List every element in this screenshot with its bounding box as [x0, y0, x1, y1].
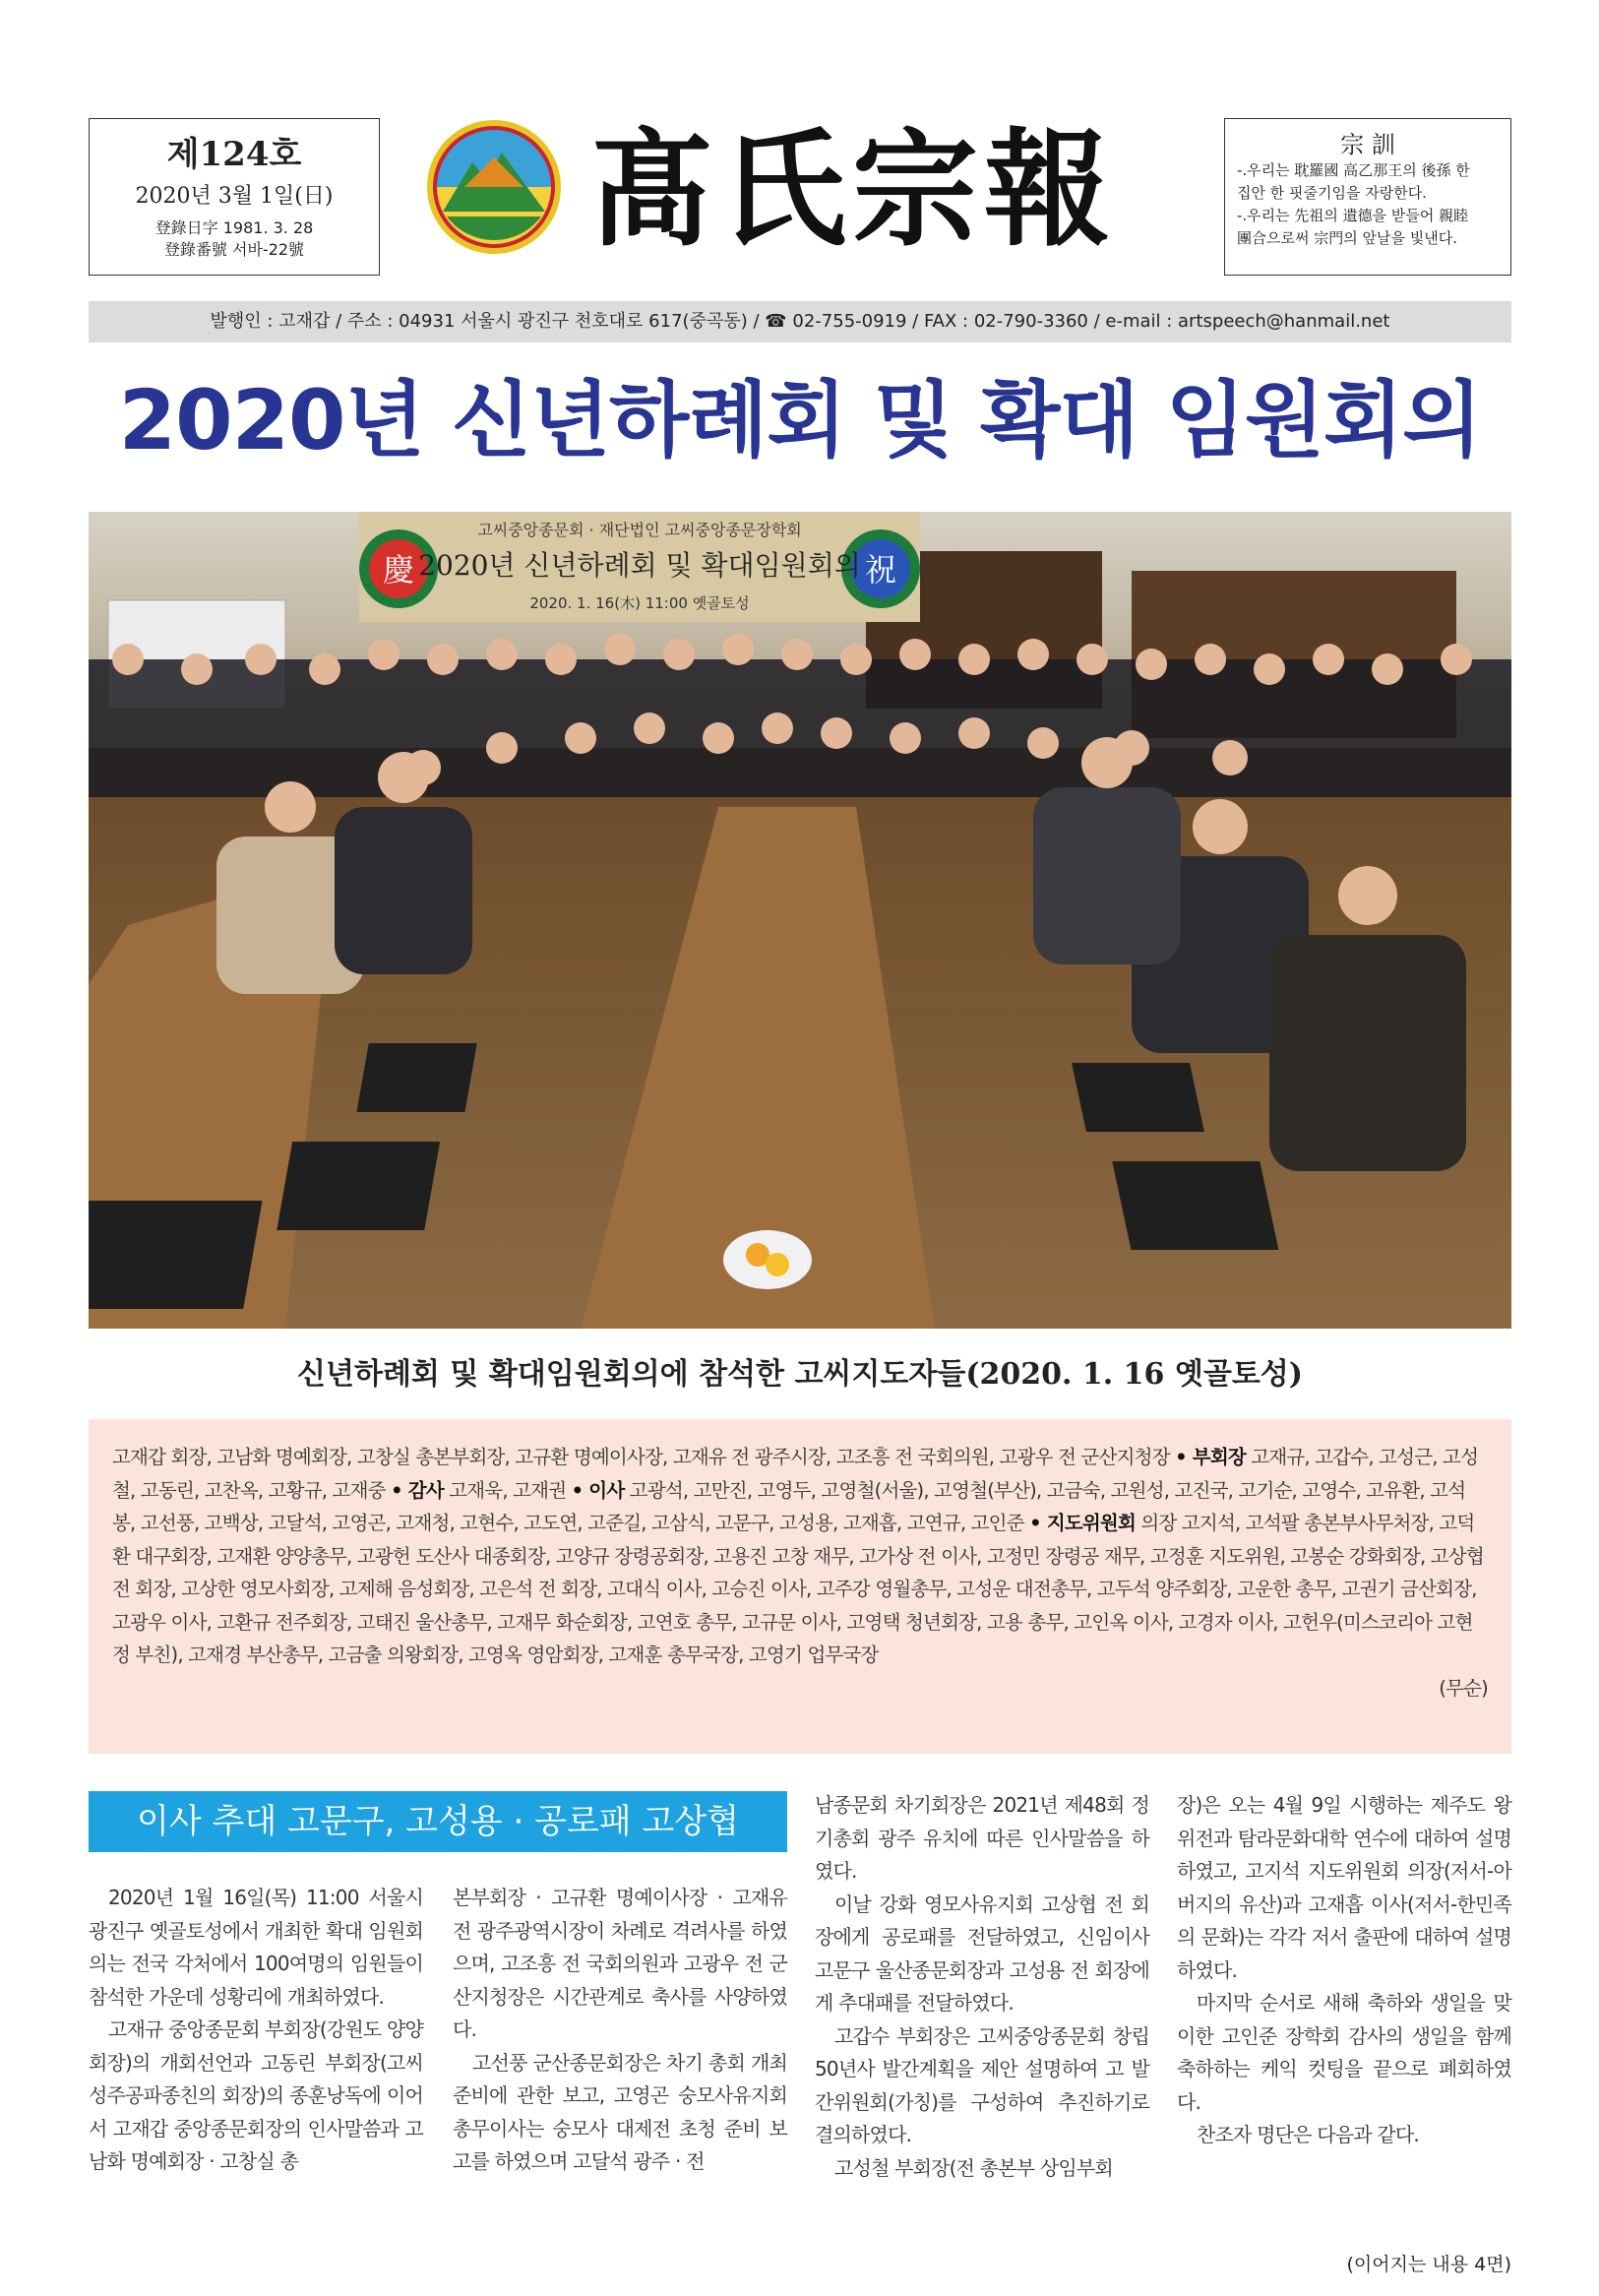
registration-number: 登錄番號 서바-22號	[163, 240, 305, 259]
attendee-order-note: (무순)	[1439, 1676, 1488, 1700]
label-guidance-committee: • 지도위원회	[1029, 1512, 1137, 1534]
registration-date: 登錄日字 1981. 3. 28	[154, 218, 314, 237]
photo-caption: 신년하례회 및 확대임원회의에 참석한 고씨지도자들(2020. 1. 16 옛골토성)	[297, 1357, 1303, 1392]
banner-left-char: 慶	[382, 551, 415, 589]
issue-info-box	[89, 118, 380, 276]
motto-line: -.우리는 耽羅國 高乙那王의 後孫 한	[1237, 161, 1470, 179]
article-column-3	[815, 1789, 1149, 2185]
article-column-2	[453, 1882, 787, 2179]
article-paragraph: 2020년 1월 16일(목) 11:00 서울시 광진구 옛골토성에서 개최한 확대 임원회의는 전국 각처에서 100여명의 임원들이 참석한 가운데 성황리에 개최하였다.	[89, 1886, 423, 2009]
headline: 2020년 신년하례회 및 확대 임원회의	[118, 372, 1482, 468]
article-paragraph: 고갑수 부회장은 고씨중앙종문회 창립 50년사 발간계획을 제안 설명하여 고 발간위원회(가칭)를 구성하여 추진하기로 결의하였다.	[815, 2023, 1149, 2146]
article-paragraph: 남종문회 차기회장은 2021년 제48회 정기총회 광주 유치에 따른 인사말씀을 하였다.	[815, 1793, 1149, 1883]
article-column-4	[1177, 1789, 1511, 2152]
article-paragraph: 찬조자 명단은 다음과 같다.	[1197, 2123, 1419, 2146]
vice-chair-list: 고재규, 고갑수, 고성근, 고성철, 고동린, 고찬옥, 고황규, 고재중	[112, 1446, 1479, 1502]
label-vice-chair: • 부회장	[1175, 1446, 1246, 1468]
publisher-info-bar: 발행인 : 고재갑 / 주소 : 04931 서울시 광진구 천호대로 617(중곡동) / ☎ 02-755-0919 / FAX : 02-790-3360 / e-mail : artspeech@hanmail.net	[89, 301, 1511, 342]
label-auditor: • 감사	[391, 1478, 444, 1502]
newspaper-title: 髙氏宗報	[588, 116, 1117, 264]
banner-line3: 2020. 1. 16(木) 11:00 옛골토성	[529, 594, 750, 612]
motto-line: 團合으로써 宗門의 앞날을 빛낸다.	[1237, 229, 1457, 247]
article-paragraph: 고선풍 군산종문회장은 차기 총회 개최 준비에 관한 보고, 고영곤 숭모사유지회 총무이사는 숭모사 대제전 초청 준비 보고를 하였으며 고달석 광주 · 전	[453, 2050, 787, 2173]
attendee-leaders: 고재갑 회장, 고남화 명예회장, 고창실 총본부회장, 고규환 명예이사장, 고재유 전 광주시장, 고조흥 전 국회의원, 고광우 전 군산지청장	[112, 1446, 1170, 1468]
label-director: • 이사	[571, 1478, 625, 1502]
article-paragraph: 이날 강화 영모사유지회 고상협 전 회장에게 공로패를 전달하였고, 신임이사 고문구 울산종문회장과 고성용 전 회장에게 추대패를 전달하였다.	[815, 1892, 1149, 2015]
clan-logo-icon	[425, 118, 563, 256]
group-photo	[89, 512, 1511, 1329]
article-subheading: 이사 추대 고문구, 고성용 · 공로패 고상협	[89, 1791, 787, 1852]
guidance-committee-list: 의장 고지석, 고석팔 총본부사무처장, 고덕환 대구회장, 고재환 양양총무, 고광헌 도산사 대종회장, 고양규 장령공회장, 고용진 고창 재무, 고가상 전 이사, 고정민 장령공 재무, 고정훈 지도위원, 고봉순 강화회장, 고상협 전 회장, 고상한 영모사회장, 고제해 음성회장, 고은석 전 회장, 고대식 이사, 고승진 이사, 고주강 영월총무, 고성운 대전총무, 고두석 양주회장, 고운한 총무, 고권기 금산회장, 고광우 이사, 고환규 전주회장, 고태진 울산총무, 고재무 화순회장, 고연호 총무, 고규문 이사, 고영택 청년회장, 고용 총무, 고인옥 이사, 고경자 이사, 고헌우(미스코리아 고현정 부친), 고재경 부산총무, 고금출 의왕회장, 고영옥 영암회장, 고재훈 총무국장, 고영기 업무국장	[112, 1512, 1484, 1666]
article-paragraph: 마지막 순서로 새해 축하와 생일을 맞이한 고인준 장학회 감사의 생일을 함께 축하하는 케익 컷팅을 끝으로 폐회하였다.	[1177, 1991, 1511, 2114]
continued-note: (이어지는 내용 4면)	[1346, 2254, 1511, 2275]
clan-motto-box	[1224, 118, 1511, 276]
auditor-list: 고재욱, 고재권	[449, 1478, 567, 1502]
article-paragraph: 고성철 부회장(전 총본부 상임부회	[834, 2155, 1113, 2180]
banner-line1: 고씨중앙종문회 · 재단법인 고씨중앙종문장학회	[477, 521, 802, 539]
motto-line: -.우리는 先祖의 遺德을 받들어 親睦	[1237, 207, 1469, 224]
banner-right-char: 祝	[864, 551, 897, 589]
article-column-1	[89, 1882, 423, 2179]
article-paragraph: 장)은 오는 4월 9일 시행하는 제주도 왕위전과 탐라문화대학 연수에 대하여 설명하였고, 고지석 지도위원회 의장(저서-아버지의 유산)과 고재흡 이사(저서-한민족의 문화)는 각각 저서 출판에 대하여 설명하였다.	[1177, 1793, 1511, 1982]
issue-number: 제124호	[166, 135, 302, 174]
attendee-list	[89, 1419, 1511, 1754]
director-list: 고광석, 고만진, 고영두, 고영철(서울), 고영철(부산), 고금숙, 고원성, 고진국, 고기순, 고영수, 고유환, 고석봉, 고선풍, 고백상, 고달석, 고영곤, 고재청, 고현수, 고도연, 고준길, 고삼식, 고문구, 고성용, 고재흡, 고연규, 고인준	[112, 1478, 1466, 1534]
motto-title: 宗 訓	[1340, 131, 1395, 158]
article-paragraph: 고재규 중앙종문회 부회장(강원도 양양 회장)의 개회선언과 고동린 부회장(고씨 성주공파종친의 회장)의 종훈낭독에 이어서 고재갑 중앙종문회장의 인사말씀과 고남화 명예회장 · 고창실 총	[89, 2017, 423, 2173]
event-banner	[359, 512, 920, 622]
motto-line: 집안 한 핏줄기임을 자랑한다.	[1237, 184, 1427, 202]
banner-line2: 2020년 신년하례회 및 확대임원회의	[418, 549, 861, 582]
issue-date: 2020년 3월 1일(日)	[135, 184, 334, 209]
article-paragraph: 본부회장 · 고규환 명예이사장 · 고재유 전 광주광역시장이 차례로 격려사를 하였으며, 고조흥 전 국회의원과 고광우 전 군산지청장은 시간관계로 축사를 사양하였다.	[453, 1886, 787, 2041]
